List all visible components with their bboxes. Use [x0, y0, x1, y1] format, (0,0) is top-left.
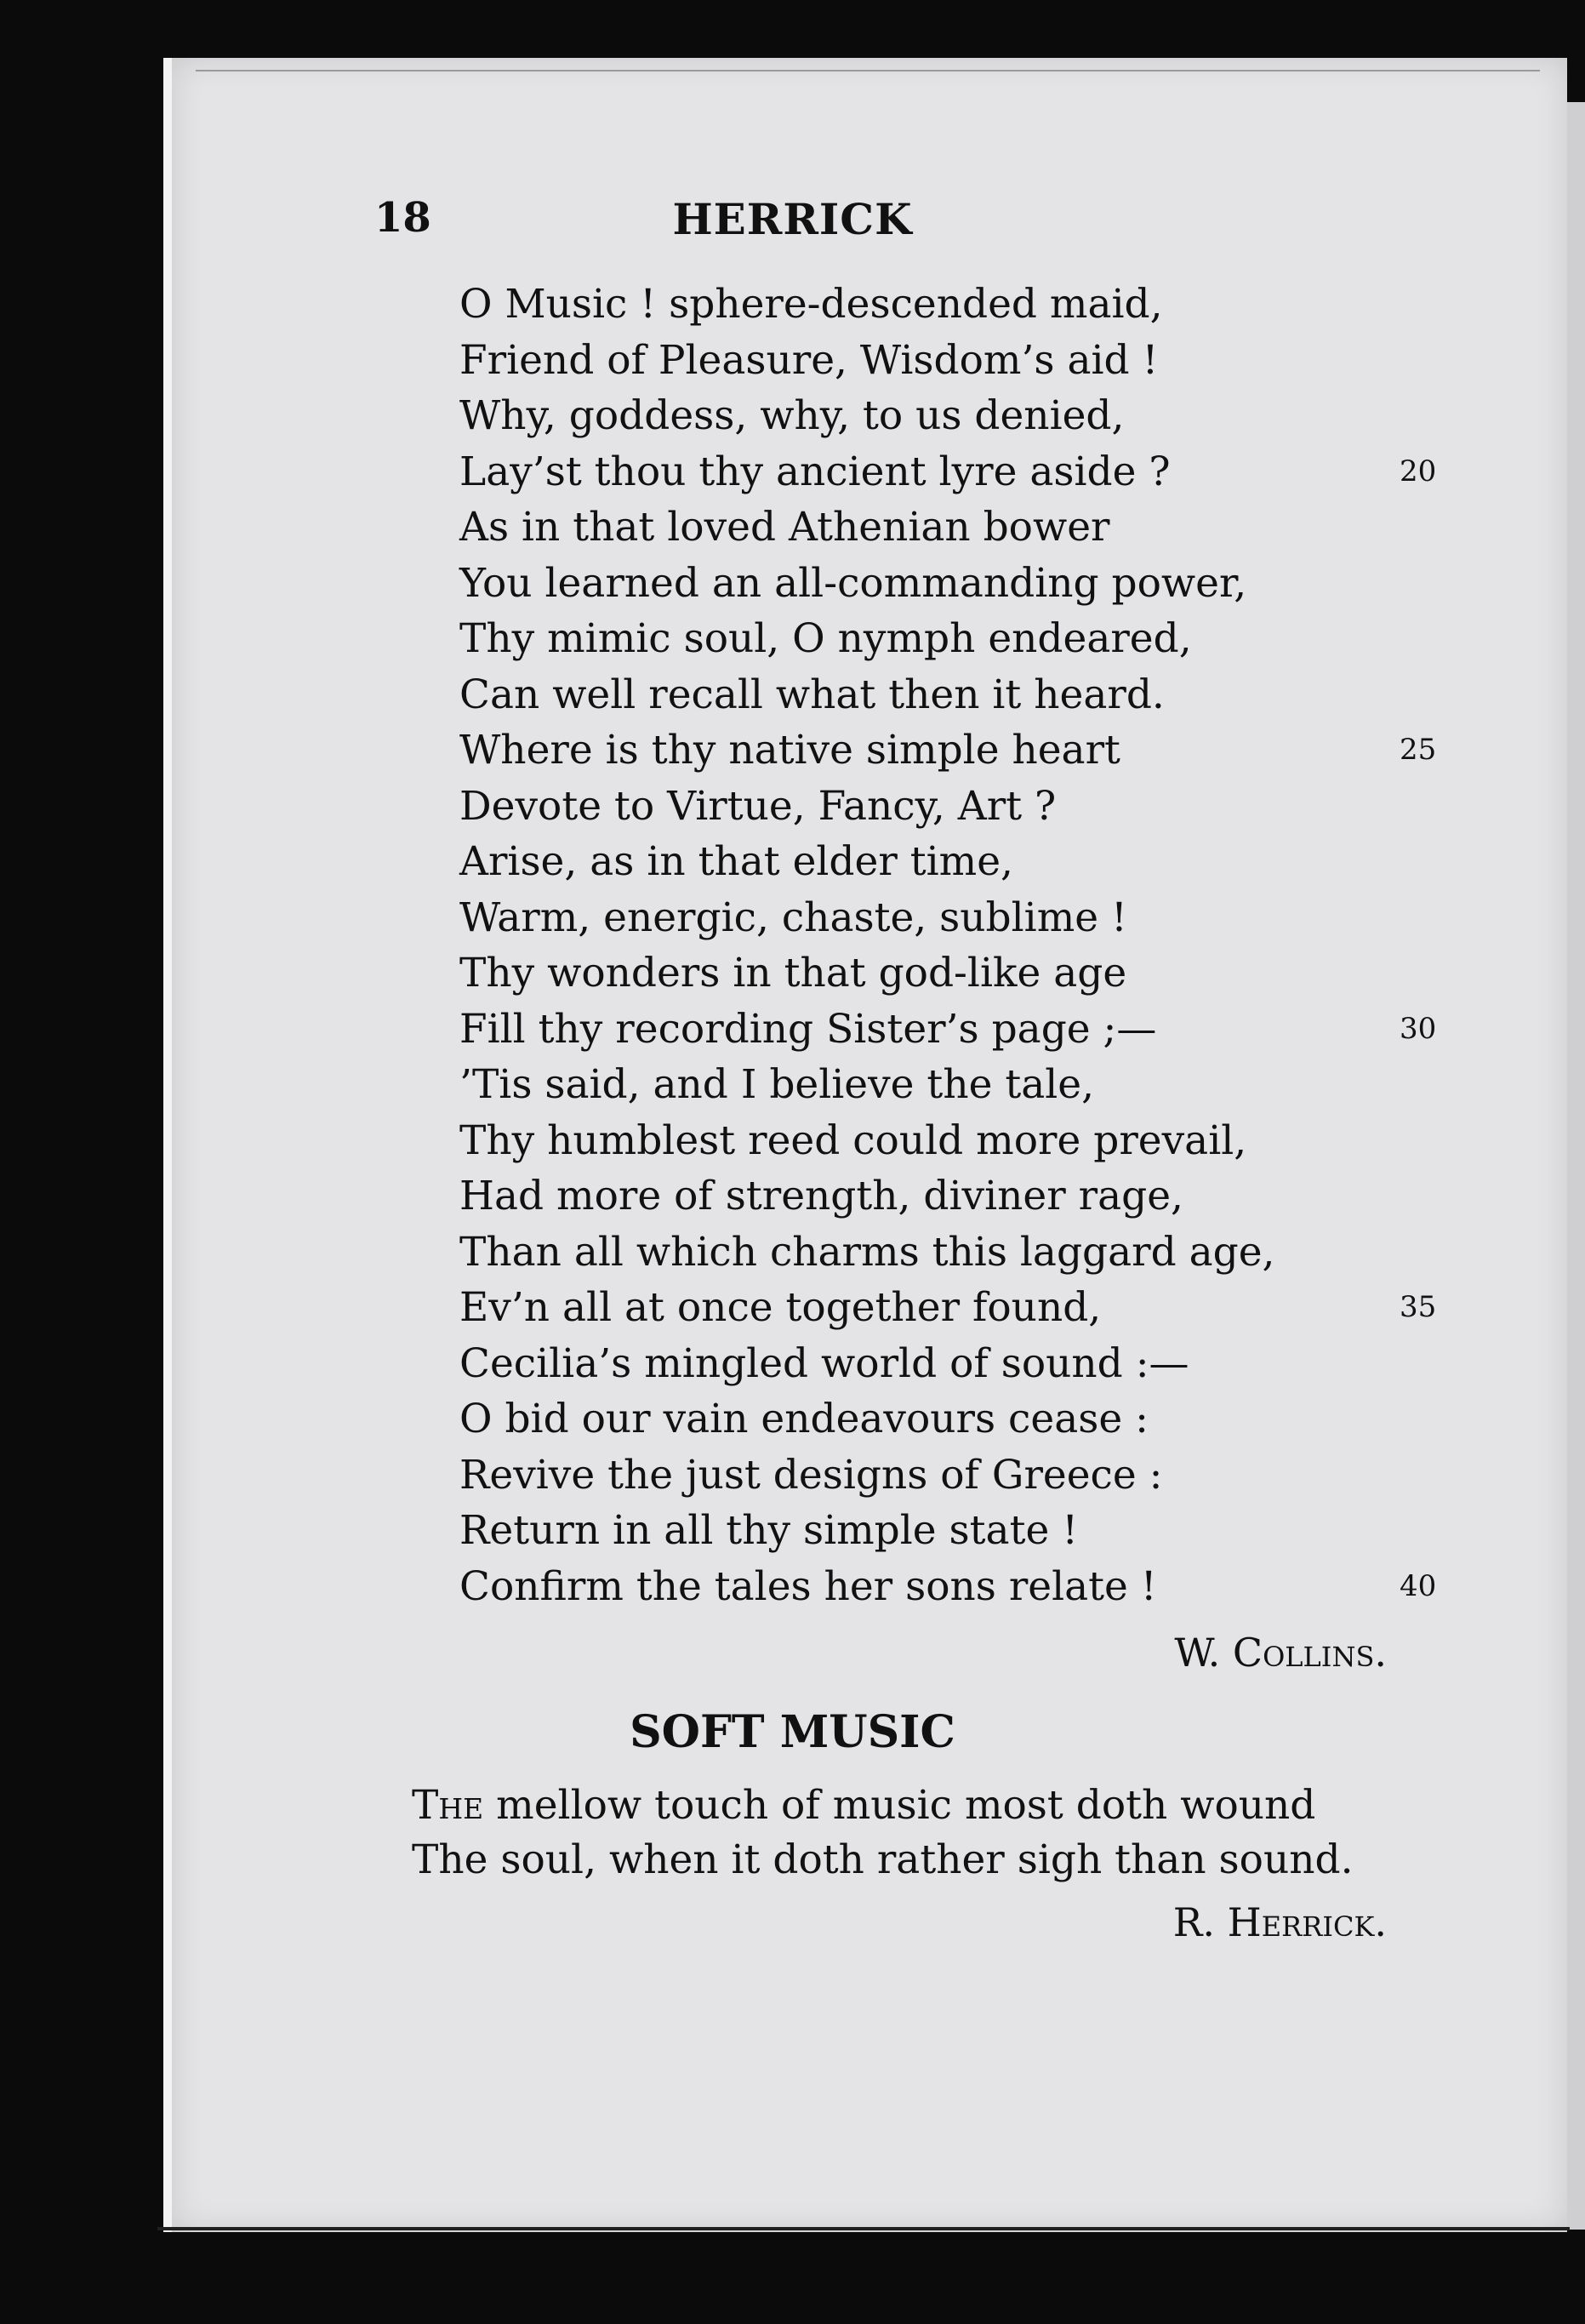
poem-line	[459, 444, 1437, 500]
poem-line-text: You learned an all-commanding power,	[459, 559, 1247, 607]
poem-line	[459, 1559, 1437, 1615]
poem-line	[459, 333, 1275, 389]
short-poem-author	[1173, 1899, 1387, 1945]
short-poem-line	[412, 1779, 1354, 1833]
poem-line-text: Ev’n all at once together found,	[459, 1284, 1102, 1331]
poem-line	[459, 556, 1275, 612]
poem-line-text: O Music ! sphere-descended maid,	[459, 281, 1163, 328]
poem-line-text: Devote to Virtue, Fancy, Art ?	[459, 782, 1057, 830]
poem-line	[459, 1168, 1275, 1225]
poem-line-text: Lay’st thou thy ancient lyre aside ?	[459, 448, 1171, 495]
poem-line	[459, 834, 1275, 890]
page-top-edge	[196, 70, 1540, 71]
short-poem	[412, 1779, 1354, 1887]
poem-line	[459, 722, 1437, 779]
poem-line	[459, 1280, 1437, 1336]
poem-line	[459, 1336, 1275, 1392]
poem-line-text: As in that loved Athenian bower	[459, 504, 1110, 551]
poem-line-text: Thy humblest reed could more prevail,	[459, 1116, 1247, 1164]
page-number: 18	[374, 194, 431, 242]
poem-line	[459, 500, 1275, 556]
poem-line-text: Where is thy native simple heart	[459, 727, 1120, 774]
poem-stanza	[459, 277, 1437, 1614]
poem-line-text: Return in all thy simple state !	[459, 1507, 1079, 1554]
poem-line	[459, 1002, 1437, 1058]
short-poem-line: The soul, when it doth rather sigh than sound.	[412, 1836, 1354, 1883]
section-title: SOFT MUSIC	[630, 1706, 955, 1758]
line-number: 20	[1400, 454, 1437, 488]
poem-line	[459, 1503, 1275, 1559]
author-surname: Herrick.	[1227, 1899, 1387, 1945]
poem-line-text: Fill thy recording Sister’s page ;—	[459, 1005, 1157, 1053]
author-initial: W.	[1174, 1630, 1221, 1676]
poem-line-text: Why, goddess, why, to us denied,	[459, 392, 1125, 439]
running-head: HERRICK	[672, 194, 913, 244]
poem-line-text: Thy wonders in that god-like age	[459, 950, 1127, 996]
poem-line-text: Cecilia’s mingled world of sound :—	[459, 1339, 1189, 1387]
poem-line	[459, 388, 1275, 444]
poem-author	[1174, 1630, 1387, 1676]
poem-line	[459, 1113, 1275, 1169]
line-number: 30	[1400, 1011, 1437, 1046]
poem-line	[459, 890, 1275, 946]
poem-line-text: O bid our vain endeavours cease :	[459, 1396, 1149, 1442]
line-number: 35	[1400, 1290, 1437, 1324]
page-bottom-edge	[157, 2227, 1570, 2230]
poem-line-text: Revive the just designs of Greece :	[459, 1451, 1163, 1499]
line-number: 25	[1400, 733, 1437, 767]
poem-line-text: Confirm the tales her sons relate !	[459, 1562, 1157, 1610]
poem-line-text: Thy mimic soul, O nymph endeared,	[459, 615, 1192, 662]
poem-line	[459, 779, 1275, 835]
poem-line-text: Can well recall what then it heard.	[459, 671, 1165, 718]
poem-line	[459, 277, 1275, 333]
author-surname: Collins.	[1232, 1630, 1387, 1676]
first-word: The	[412, 1782, 484, 1829]
poem-line	[459, 1057, 1275, 1113]
author-initial: R.	[1172, 1899, 1216, 1945]
poem-line	[459, 1225, 1275, 1281]
poem-line	[459, 611, 1275, 667]
poem-line	[459, 1448, 1275, 1504]
poem-line	[459, 945, 1275, 1002]
poem-line	[459, 1391, 1275, 1448]
poem-line-text: Warm, energic, chaste, sublime !	[459, 894, 1127, 941]
poem-line-text: Had more of strength, diviner rage,	[459, 1173, 1183, 1219]
poem-line-text: ’Tis said, and I believe the tale,	[459, 1061, 1095, 1108]
poem-line-text: Friend of Pleasure, Wisdom’s aid !	[459, 336, 1159, 384]
line-number: 40	[1400, 1568, 1437, 1603]
poem-line-text: Than all which charms this laggard age,	[459, 1228, 1275, 1276]
poem-line-text: Arise, as in that elder time,	[459, 838, 1013, 885]
line-text: mellow touch of music most doth wound	[483, 1782, 1316, 1829]
poem-line	[459, 667, 1275, 723]
